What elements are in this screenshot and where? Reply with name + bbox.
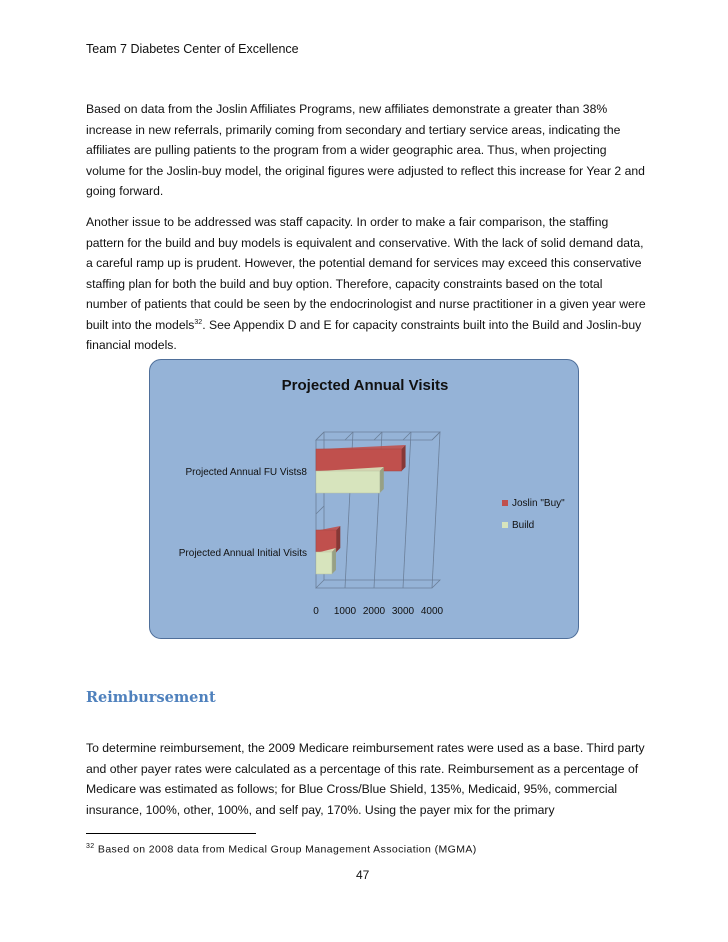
legend-swatch-1 [502, 522, 508, 528]
paragraph-joslin-referrals: Based on data from the Joslin Affiliates Programs, new affiliates demonstrate a greater than 38% increase in new referrals, primarily coming from secondary and tertiary service areas, indicating the affiliates are pulling patients to the program from a wider geographic area. Thus, when projecting volume for the Joslin-buy model, the original figures were adjusted to reflect this increase for Year 2 and going forward. [86, 102, 645, 198]
paragraph-staff-capacity [86, 212, 646, 356]
bar-side-1-0 [380, 467, 384, 493]
y-category-label-0: Projected Annual FU Vists8 [185, 467, 307, 478]
paragraph-reimbursement: To determine reimbursement, the 2009 Medicare reimbursement rates were used as a base. Third party and other payer rates were calculated as a percentage of this rate. Reimbursement as a percentage of Medicare was estimated as follows; for Blue Cross/Blue Shield, 135%, Medicaid, 95%, commercial insurance, 100%, other, 100%, and self pay, 170%. Using the payer mix for the primary [86, 741, 645, 817]
footnote-number: 32 [86, 843, 95, 850]
gridline-top-2000 [374, 432, 382, 440]
x-tick-label-4000: 4000 [420, 606, 444, 617]
x-tick-label-3000: 3000 [391, 606, 415, 617]
footnote [86, 843, 477, 856]
gridline-top-3000 [403, 432, 411, 440]
x-tick-label-1000: 1000 [333, 606, 357, 617]
legend-label-1: Build [512, 520, 535, 531]
gridline-top-0 [316, 432, 324, 440]
footnote-divider [86, 833, 256, 834]
projected-visits-chart [149, 359, 579, 639]
x-tick-label-2000: 2000 [362, 606, 386, 617]
footnote-text: Based on 2008 data from Medical Group Management Association (MGMA) [94, 843, 477, 856]
bar-top-0-0 [316, 445, 406, 449]
bar-0-0 [316, 449, 402, 471]
bar-side-1-1 [332, 548, 336, 574]
bar-side-0-1 [336, 526, 340, 552]
chart-canvas [150, 360, 580, 640]
x-tick-label-0: 0 [313, 606, 319, 617]
chart-floor [316, 580, 440, 588]
legend-label-0: Joslin "Buy" [512, 498, 565, 509]
bar-1-1 [316, 552, 332, 574]
bar-top-0-1 [316, 526, 340, 530]
gridline-top-1000 [345, 432, 353, 440]
paragraph-staff-capacity-text: Another issue to be addressed was staff capacity. In order to make a fair comparison, the staffing pattern for the build and buy models is equivalent and conservative. With the lack of solid demand data, a careful ramp up is prudent. However, the potential demand for services may exceed this conservative staffing plan for both the build and buy option. Therefore, capacity constraints based on the total number of patients that could be seen by the endocrinologist and nurse practitioner in a given year were built into the models [86, 215, 646, 332]
bar-1-0 [316, 471, 380, 493]
y-category-label-1: Projected Annual Initial Visits [178, 548, 307, 559]
gridline-top-4000 [432, 432, 440, 440]
bar-side-0-0 [402, 445, 406, 471]
running-header: Team 7 Diabetes Center of Excellence [86, 42, 299, 56]
legend-swatch-0 [502, 500, 508, 506]
chart-axis-divider [316, 506, 324, 514]
footnote-reference[interactable]: 32 [194, 318, 203, 326]
paragraph-staff-capacity-text-end: . See Appendix D and E for capacity constraints built into the Build and Joslin-buy financial models. [86, 317, 642, 352]
gridline-4000 [432, 432, 440, 588]
page-number: 47 [356, 868, 370, 882]
chart-title: Projected Annual Visits [281, 377, 449, 394]
section-heading-reimbursement: Reimbursement [86, 689, 216, 706]
